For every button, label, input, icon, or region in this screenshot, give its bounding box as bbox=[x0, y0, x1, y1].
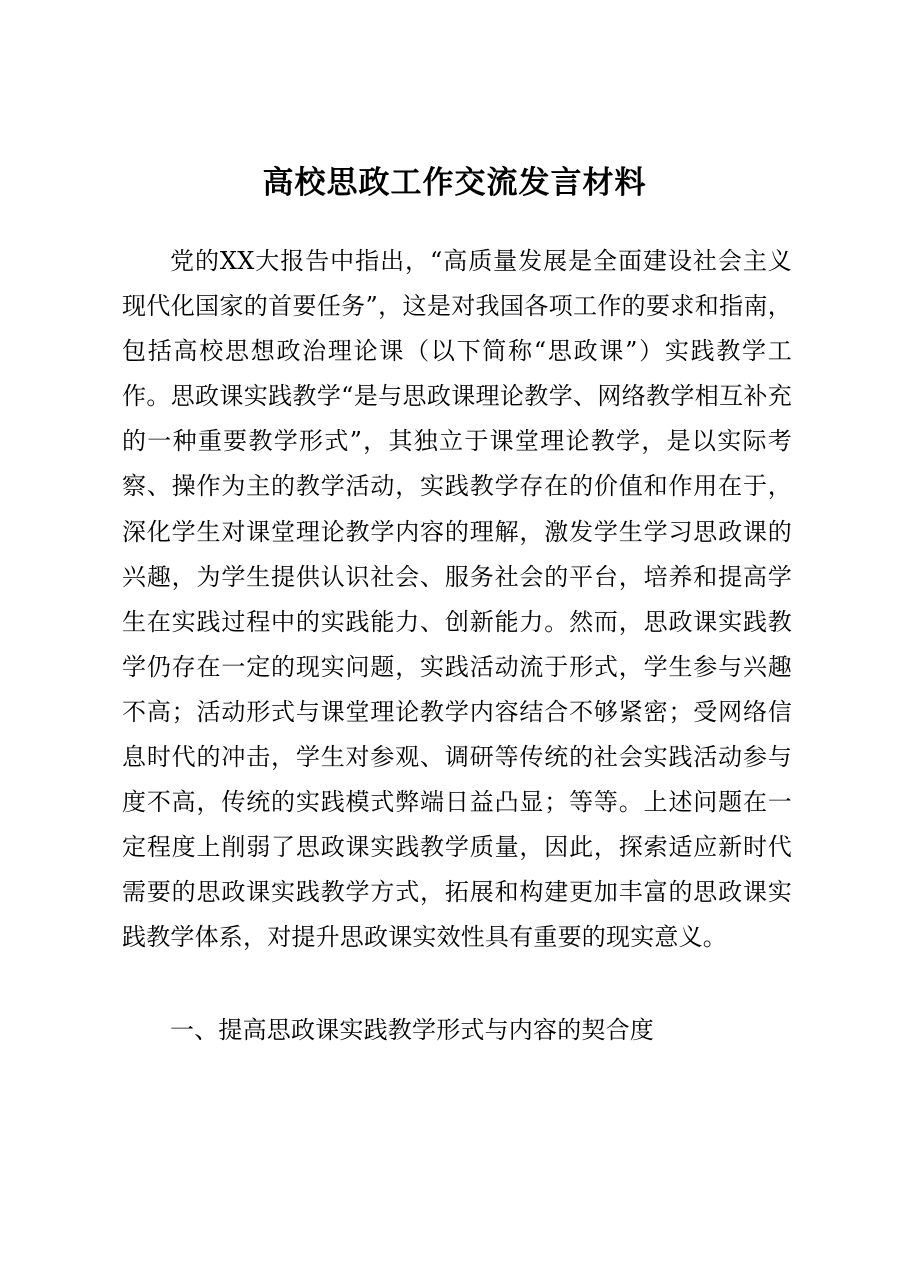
body-paragraph: 党的XX大报告中指出，“高质量发展是全面建设社会主义现代化国家的首要任务”，这是对我国各项工作的要求和指南，包括高校思想政治理论课（以下简称“思政课”）实践教学工作。思政课实践教学“是与思政课理论教学、网络教学相互补充的一种重要教学形式”，其独立于课堂理论教学，是以实际考察、操作为主的教学活动，实践教学存在的价值和作用在于，深化学生对课堂理论教学内容的理解，激发学生学习思政课的兴趣，为学生提供认识社会、服务社会的平台，培养和提高学生在实践过程中的实践能力、创新能力。然而，思政课实践教学仍存在一定的现实问题，实践活动流于形式，学生参与兴趣不高；活动形式与课堂理论教学内容结合不够紧密；受网络信息时代的冲击，学生对参观、调研等传统的社会实践活动参与度不高，传统的实践模式弊端日益凸显；等等。上述问题在一定程度上削弱了思政课实践教学质量，因此，探索适应新时代需要的思政课实践教学方式，拓展和构建更加丰富的思政课实践教学体系，对提升思政课实效性具有重要的现实意义。 bbox=[122, 247, 792, 952]
section-heading: 一、提高思政课实践教学形式与内容的契合度 bbox=[170, 1016, 654, 1044]
document-title: 高校思政工作交流发言材料 bbox=[262, 165, 647, 201]
